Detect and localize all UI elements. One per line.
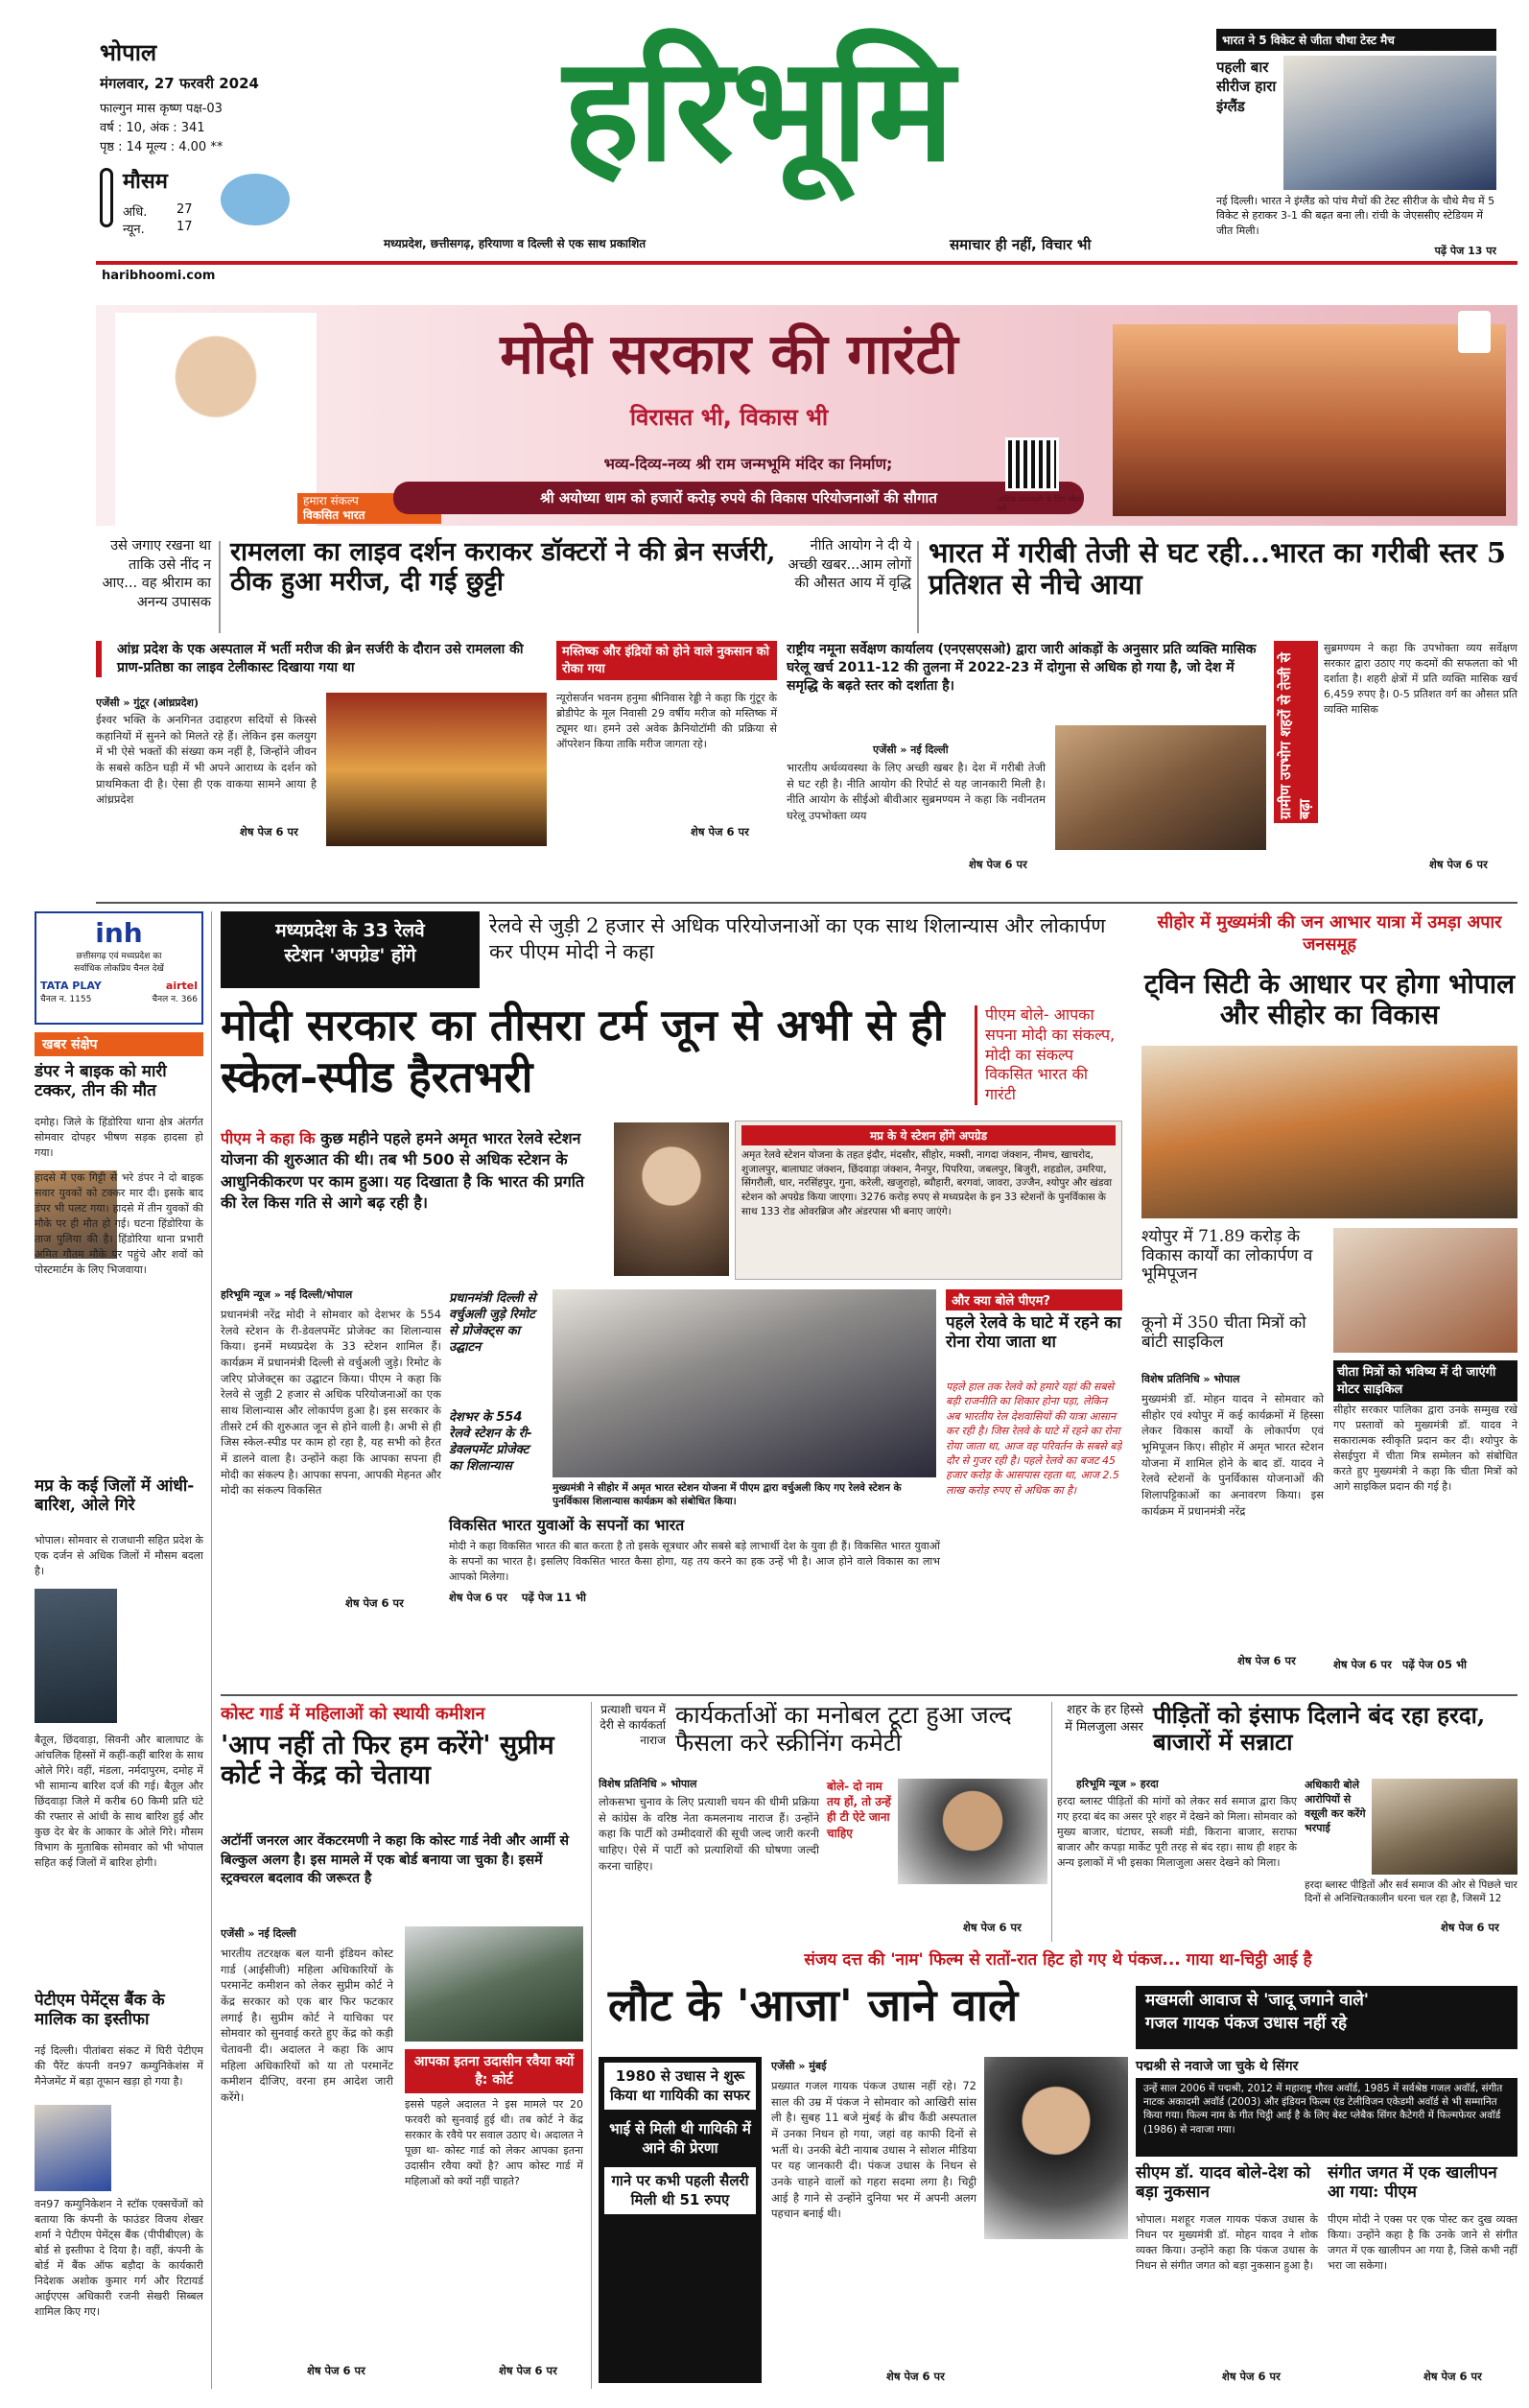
- brief-b2a: भोपाल। सोमवार से राजधानी सहित प्रदेश के एक दर्जन से अधिक जिलों में मौसम बदला है।: [35, 1534, 203, 1577]
- pankaj-dateline: एजेंसी » मुंबई: [771, 2060, 827, 2072]
- pankaj-pm-body: पीएम मोदी ने एक्स पर एक पोस्ट कर दुख व्यक्त किया। उन्होंने कहा है कि उनके जाने से संगीत जगत में एक खालीपन आ गया है, जिसे कभी नहीं भरा जा सकेगा।: [1328, 2213, 1517, 2272]
- ram-story: [96, 537, 779, 892]
- poverty-photo: [1055, 725, 1266, 850]
- operator-tata: TATA PLAY: [40, 980, 102, 992]
- rail-cont: शेष पेज 6 पर: [345, 1596, 404, 1610]
- poverty-side-body: सुब्रमण्यम ने कहा कि उपभोक्ता व्यय सर्वेक्षण सरकार द्वारा उठाए गए कदमों की सफलता को भी दर्शाता है। शहरी क्षेत्रों में प्रति व्यक्ति मासिक खर्च 6,459 रुपए है। 0-5 प्रतिशत वर्ग का औसत प्रति व्यक्ति मासिक: [1324, 642, 1517, 716]
- ram-cont2: शेष पेज 6 पर: [691, 825, 749, 838]
- cricket-side: पहली बार सीरीज हारा इंग्लैंड: [1216, 59, 1277, 115]
- ad-line1: भव्य-दिव्य-नव्य श्री राम जन्मभूमि मंदिर का निर्माण;: [603, 455, 893, 473]
- sehore-dateline: विशेष प्रतिनिधि » भोपाल: [1141, 1373, 1240, 1385]
- rail-story: [221, 911, 1122, 1688]
- ad-title: मोदी सरकार की गारंटी: [500, 321, 958, 387]
- pankaj-sidebar: [599, 2057, 762, 2383]
- ad-badge2: विकसित भारत: [303, 508, 365, 522]
- coast-body: भारतीय तटरक्षक बल यानी इंडियन कोस्ट गार्ड (आईसीजी) महिला अधिकारियों के परमानेंट कमीशन को लेकर सुप्रीम कोर्ट ने केंद्र सरकार को एक बार फिर फटकार लगाई है। सुप्रीम कोर्ट ने याचिका पर सोमवार को सुनवाई करते हुए केंद्र को कड़ी चेतावनी दी। अदालत ने कहा कि आप महिला अधिकारियों को या तो परमानेंट कमीशन दीजिए, वरना हम आदेश जारी करेंगे।: [221, 1947, 393, 2105]
- ad-line2: श्री अयोध्या धाम को हजारों करोड़ रुपये की विकास परियोजनाओं की सौगात: [393, 482, 1084, 514]
- channel-no-2: चैनल न. 366: [152, 995, 198, 1004]
- brief-b3b: वन97 कम्युनिकेशन ने स्टॉक एक्सचेंजों को बताया कि कंपनी के फाउंडर विजय शेखर शर्मा ने पेटीएम पेमेंट्स बैंक (पीपीबीएल) के बोर्ड से इस्तीफा दे दिया है। वहीं, कंपनी के बोर्ड में बैंक ऑफ बड़ौदा के कार्यकारी निदेशक अशोक कुमार गर्ग और रिटायर्ड आईएएस अधिकारी रजनी सेखरी सिब्बल शामिल किए गए।: [35, 2198, 203, 2318]
- channel-ad[interactable]: [35, 911, 203, 1025]
- pankaj-cm-cont: शेष पेज 6 पर: [1222, 2370, 1281, 2383]
- rail-quote: पीएम बोले- आपका सपना मोदी का संकल्प, मोदी का संकल्प विकसित भारत की गारंटी: [975, 1005, 1118, 1105]
- pankaj-award: पद्मश्री से नवाजे जा चुके थे सिंगर: [1136, 2059, 1299, 2074]
- rail-youth: मोदी ने कहा विकसित भारत की बात करता है तो इसके सूत्रधार और सबसे बड़े लाभार्थी देश के युवा ही हैं। विकसित भारत युवाओं के सपनों का भारत है। इसलिए विकसित भारत कैसा होगा, यह तय करने का हक उन्हें भी है। आज होने वाले विकास का लाभ आपको मिलेगा।: [449, 1540, 940, 1583]
- sehore-story: [1141, 911, 1517, 1688]
- rail-youth-box: [449, 1514, 940, 1658]
- harda-box-head: अधिकारी बोले आरोपियों से वसूली कर करेंगे भरपाई: [1305, 1779, 1366, 1834]
- rail-pm-photo: [614, 1122, 729, 1276]
- rail-over: रेलवे से जुड़ी 2 हजार से अधिक परियोजनाओं का एक साथ शिलान्यास और लोकार्पण कर पीएम मोदी ने कहा: [489, 914, 1106, 964]
- channel-no-1: चैनल न. 1155: [40, 995, 92, 1004]
- harda-story: [1057, 1702, 1517, 1942]
- ram-photo: [326, 693, 547, 846]
- poverty-story: [787, 537, 1517, 892]
- brief-h3: पेटीएम पेमेंट्स बैंक के मालिक का इस्तीफा: [35, 1991, 165, 2029]
- harda-body: हरदा ब्लास्ट पीड़ितों की मांगों को लेकर सर्व समाज द्वारा किए गए हरदा बंद का असर पूरे शहर में देखने को मिला। सोमवार को मुख्य बाजार, घंटाघर, सब्जी मंडी, किराना बाजार, सराफा बाजार और कपड़ा मार्केट पूरी तरह से बंद रहा। साथ ही शहर के अन्य इलाकों में भी इसका मिलाजुला असर देखने को मिला।: [1057, 1795, 1297, 1869]
- ram-dateline: एजेंसी » गुंटूर (आंध्रप्रदेश): [96, 696, 200, 709]
- tagline-left: मध्यप्रदेश, छत्तीसगढ़, हरियाणा व दिल्ली से एक साथ प्रकाशित: [384, 237, 647, 250]
- newspaper-logo: हरिभूमि: [563, 27, 953, 194]
- congress-body: लोकसभा चुनाव के लिए प्रत्याशी चयन की धीमी प्रक्रिया से कांग्रेस के वरिष्ठ नेता कमलनाथ नाराज हैं। उन्होंने कहा कि पार्टी को उम्मीदवारों की सूची जल्द जारी करनी चाहिए। ऐसे में पार्टी को प्रत्याशियों की घोषणा जल्दी करना चाहिए।: [599, 1795, 819, 1873]
- coast-cont: शेष पेज 6 पर: [307, 2364, 365, 2377]
- coast-deck: अटॉर्नी जनरल आर वेंकटरमणी ने कहा कि कोस्ट गार्ड नेवी और आर्मी से बिल्कुल अलग है। इस मामले में एक बोर्ड बनाया जा चुका है। इसमें स्ट्रक्चरल बदलाव की जरूरत है: [221, 1833, 569, 1887]
- coast-kicker: कोस्ट गार्ड में महिलाओं को स्थायी कमीशन: [221, 1704, 485, 1724]
- ram-cont: शेष पेज 6 पर: [240, 825, 298, 838]
- ad-portrait: [115, 313, 317, 526]
- rail-side-b: पहले हाल तक रेलवे को हमारे यहां की सबसे बड़ी राजनीति का शिकार होना पड़ा, लेकिन अब भारतीय रेल देशवासियों की यात्रा आसान कर रही है। जिस रेलवे के घाटे में रहने का रोना रोया जाता था, आज वह परिवर्तन के सबसे बड़े दौर से गुजर रही है। पहले रेलवे का बजट 45 हजार करोड़ के आसपास रहता था, आज 2.5 लाख करोड़ रुपए से अधिक का है।: [946, 1381, 1122, 1497]
- min-label: न्यून.: [123, 223, 145, 237]
- congress-photo: [898, 1779, 1047, 1884]
- website[interactable]: haribhoomi.com: [102, 269, 216, 283]
- operator-airtel: airtel: [165, 980, 198, 992]
- brief-h1: डंपर ने बाइक को मारी टक्कर, तीन की मौत: [35, 1062, 167, 1100]
- congress-story: [599, 1702, 1047, 1942]
- pankaj-headline: लौट के 'आजा' जाने वाले: [608, 1979, 1019, 2031]
- coast-box-head: आपका इतना उदासीन रवैया क्यों है: कोर्ट: [405, 2049, 583, 2093]
- cricket-body: नई दिल्ली। भारत ने इंग्लैंड को पांच मैचों की टेस्ट सीरीज के चौथे मैच में 5 विकेट से हराकर 3-1 की बढ़त बना ली। रांची के जेएससीए स्टेडियम में जीत मिली।: [1216, 195, 1495, 237]
- sehore-h2a: श्योपुर में 71.89 करोड़ के विकास कार्यों का लोकार्पण व भूमिपूजन: [1141, 1227, 1313, 1285]
- rail-side-h: पहले रेलवे के घाटे में रहने का रोना रोया जाता था: [946, 1313, 1121, 1352]
- masthead: [0, 0, 1529, 288]
- weather-label: मौसम: [123, 170, 168, 194]
- weather-box: [100, 166, 388, 252]
- sehore-cont: शेष पेज 6 पर: [1237, 1654, 1296, 1667]
- volume: वर्ष : 10, अंक : 341: [100, 121, 205, 135]
- tagline-right: समाचार ही नहीं, विचार भी: [950, 236, 1092, 253]
- rail-box2: स्टेशन 'अपग्रेड' होंगे: [284, 944, 416, 966]
- rail-side-q: और क्या बोले पीएम?: [946, 1289, 1122, 1310]
- channel-logo: inh: [95, 917, 143, 949]
- ram-body: ईश्वर भक्ति के अनगिनत उदाहरण सदियों से किस्से कहानियों में सुनने को मिलते रहे हैं। लेकिन इस कलयुग में भी ऐसे भक्तों की संख्या कम नहीं है, जिन्होंने जीवन के सबसे कठिन घड़ी में भी अपने आराध्य के दर्शन को प्राथमिकता दी है। ऐसा ही एक वाकया सामने आया है आंध्रप्रदेश: [96, 713, 317, 807]
- congress-dateline: विशेष प्रतिनिधि » भोपाल: [599, 1778, 697, 1790]
- rail-youth-cont2: पढ़ें पेज 11 भी: [521, 1590, 587, 1604]
- sehore-photo-1: [1141, 1046, 1517, 1218]
- harda-dateline: हरिभूमि न्यूज » हरदा: [1076, 1778, 1159, 1790]
- coast-dateline: एजेंसी » नई दिल्ली: [221, 1927, 296, 1940]
- emblem-icon: [1458, 311, 1491, 353]
- max-temp: 27: [176, 202, 193, 217]
- pankaj-cm-body: भोपाल। मशहूर गजल गायक पंकज उधास के निधन पर मुख्यमंत्री डॉ. मोहन यादव ने शोक व्यक्त किया। उन्होंने कहा कि पंकज उधास के निधन से संगीत जगत को बड़ा नुकसान हुआ है।: [1136, 2213, 1318, 2272]
- poverty-vertical: ग्रामीण उपभोग शहरों से तेजी से बढ़ा: [1274, 641, 1318, 823]
- qr-code-icon[interactable]: [1005, 437, 1059, 491]
- harda-headline: पीड़ितों को इंसाफ दिलाने बंद रहा हरदा, बाजारों में सन्नाटा: [1153, 1702, 1486, 1756]
- coast-box-cont: शेष पेज 6 पर: [499, 2364, 557, 2377]
- rail-box1: मध्यप्रदेश के 33 रेलवे: [275, 920, 425, 941]
- brief-b3a: नई दिल्ली। पीतांबरा संकट में घिरी पेटीएम की पैरेंट कंपनी वन97 कम्युनिकेशंस में मैनेजमेंट में बड़ा तूफान खड़ा हो गया है।: [35, 2044, 203, 2088]
- cricket-kicker: भारत ने 5 विकेट से जीता चौथा टेस्ट मैच: [1216, 29, 1496, 51]
- ram-kicker: मस्तिष्क और इंद्रियों को होने वाले नुकसान को रोका गया: [556, 641, 777, 680]
- min-temp: 17: [176, 220, 193, 234]
- website-bar: [96, 261, 1517, 284]
- brief-b1b: हादसे में एक गिट्टी से भरे डंपर ने दो बाइक सवार युवकों को टक्कर मार दी। इसके बाद डंपर भी पलट गया। हादसे में तीन युवकों की मौके पर ही मौत हो गई। घटना हिंडोरिया के ताज पुलिया की है। हिंडोरिया थाना प्रभारी अमित गौतम मौके पर पहुंचे और शवों को पोस्टमार्टम के लिए भिजवाया।: [35, 1171, 203, 1276]
- brief-label: खबर संक्षेप: [35, 1032, 203, 1056]
- rail-headline: मोदी सरकार का तीसरा टर्म जून से अभी से ही स्केल-स्पीड हैरतभरी: [221, 1000, 945, 1102]
- rail-stations: अमृत रेलवे स्टेशन योजना के तहत इंदौर, मंदसौर, सीहोर, मक्सी, नागदा जंक्शन, नीमच, खाचरोद, शुजालपुर, बालाघाट जंक्शन, छिंदवाड़ा जंक्शन, नैनपुर, पिपरिया, जबलपुर, बिजुरी, शहडोल, उमरिया, सिंगरौली, धार, नरसिंहपुर, गुना, करेली, खजुराहो, ब्यौहारी, बरगवां, जावरा, उज्जैन, श्योपुर और खंडवा स्टेशन को अपग्रेड किया जाएगा। 3276 करोड़ रुपए से मध्यप्रदेश के इन 33 स्टेशनों के पुनर्विकास के साथ 133 रोड ओवरब्रिज और अंडरपास भी बनाए जाएंगे।: [741, 1149, 1113, 1217]
- coast-headline: 'आप नहीं तो फिर हम करेंगे' सुप्रीम कोर्ट ने केंद्र को चेताया: [221, 1731, 554, 1791]
- max-label: अधि.: [123, 205, 148, 220]
- poverty-side-cont: शेष पेज 6 पर: [1429, 858, 1488, 871]
- rail-bullet-1: प्रधानमंत्री दिल्ली से वर्चुअली जुड़े रिमोट से प्रोजेक्ट्स का उद्घाटन: [449, 1291, 536, 1355]
- sehore-box-cont: शेष पेज 6 पर: [1333, 1658, 1392, 1671]
- poverty-dateline: एजेंसी » नई दिल्ली: [873, 744, 949, 756]
- ad-qr-text: अधिक जानकारी के लिए स्कैन करें: [998, 495, 1082, 513]
- ram-headline: रामलला का लाइव दर्शन कराकर डॉक्टरों ने की ब्रेन सर्जरी, ठीक हुआ मरीज, दी गई छुट्टी: [230, 537, 776, 598]
- pages-price: पृष्ठ : 14 मूल्य : 4.00 **: [100, 140, 223, 154]
- cricket-box: [1216, 29, 1496, 259]
- brief-photo-2: [35, 1589, 117, 1723]
- rail-body: प्रधानमंत्री नरेंद्र मोदी ने सोमवार को देशभर के 554 रेलवे स्टेशन के री-डेवलपमेंट प्रोजेक्ट का शिलान्यास किया। इनमें मध्यप्रदेश के 33 स्टेशन शामिल हैं। कार्यक्रम में प्रधानमंत्री दिल्ली से वर्चुअली जुड़े। रिमोट के जरिए प्रोजेक्ट्स का उद्घाटन किया। पीएम ने कहा कि रेलवे से जुड़ी 2 हजार से अधिक परियोजनाओं का एक साथ शिलान्यास और लोकार्पण हुआ है। इस सरकार के तीसरे टर्म की शुरुआत जून से होने वाली है। अभी से ही जिस स्केल-स्पीड पर काम हो रहा है, यह सभी को हैरत में डालने वाला है। उन्होंने कहा कि आपका सपना ही मोदी का संकल्प है। आपका सपना, आपकी मेहनत और मोदी का संकल्प विकसित: [221, 1308, 441, 1498]
- pankaj-body: प्रख्यात गजल गायक पंकज उधास नहीं रहे। 72 साल की उम्र में पंकज ने सोमवार को आखिरी सांस ली है। सुबह 11 बजे मुंबई के ब्रीच कैंडी अस्पताल में उनका निधन हो गया, जहां वह काफी दिनों से भर्ती थे। उनकी बेटी नायाब उधास ने सोशल मीडिया पर यह जानकारी दी। पंकज उधास के निधन से उनके चाहने वालों को गहरा सदमा लगा है। चिट्ठी आई है गाने से उन्होंने दुनिया भर में अपनी अलग पहचान बनाई थी।: [771, 2079, 976, 2221]
- rail-pm-said: पीएम ने कहा कि: [221, 1129, 316, 1147]
- pankaj-kicker: संजय दत्त की 'नाम' फिल्म से रातों-रात हिट हो गए थे पंकज... गाया था-चिट्ठी आई है: [804, 1950, 1312, 1970]
- sehore-photo-2: [1333, 1228, 1517, 1353]
- congress-side: प्रत्याशी चयन में देरी से कार्यकर्ता नाराज: [600, 1703, 666, 1748]
- sehore-body: मुख्यमंत्री डॉ. मोहन यादव ने सोमवार को सीहोर एवं श्योपुर में कई कार्यक्रमों में हिस्सा लेकर विकास कार्यों के लोकार्पण एवं भूमिपूजन किए। सीहोर में अमृत भारत स्टेशन योजना में शामिल होने के बाद डॉ. यादव ने रेलवे स्टेशनों के पुनर्विकास योजनाओं की शिलापट्टिकाओं का अनावरण किया। इस कार्यक्रम में प्रधानमंत्री नरेंद्र: [1141, 1392, 1324, 1518]
- congress-cont: शेष पेज 6 पर: [963, 1921, 1022, 1934]
- brief-h2: मप्र के कई जिलों में आंधी-बारिश, ओले गिरे: [35, 1476, 195, 1515]
- ad-badge1: हमारा संकल्प: [303, 494, 359, 508]
- ram-side: उसे जगाए रखना था ताकि उसे नींद न आए... वह श्रीराम का अनन्य उपासक: [102, 538, 211, 610]
- ram-deck: आंध्र प्रदेश के एक अस्पताल में भर्ती मरीज की ब्रेन सर्जरी के दौरान उसे रामलला की प्राण-प्रतिष्ठा का लाइव टेलीकास्ट दिखाया गया था: [96, 641, 537, 677]
- poverty-deck: राष्ट्रीय नमूना सर्वेक्षण कार्यालय (एनएसएसओ) द्वारा जारी आंकड़ों के अनुसार प्रति व्यक्ति मासिक घरेलू खर्च 2011-12 की तुलना में 2022-23 में दोगुना से अधिक हो गया है, जो देश में समृद्धि के बढ़ते स्तर को दर्शाता है।: [787, 642, 1257, 694]
- congress-headline: कार्यकर्ताओं का मनोबल टूटा हुआ जल्द फैसला करे स्क्रीनिंग कमेटी: [675, 1702, 1012, 1757]
- ad-banner[interactable]: [96, 305, 1517, 526]
- pankaj-cm-head: सीएम डॉ. यादव बोले-देश को बड़ा नुकसान: [1136, 2163, 1311, 2202]
- congress-quote: बोले- दो नाम तय हों, तो उन्हें ही टी ऐटे जाना चाहिए: [827, 1780, 891, 1840]
- rail-stations-box: [735, 1121, 1122, 1280]
- pankaj-pm-head: संगीत जगत में एक खालीपन आ गया: पीएम: [1328, 2163, 1497, 2202]
- coast-photo: [405, 1926, 583, 2042]
- poverty-headline: भारत में गरीबी तेजी से घट रही...भारत का गरीबी स्तर 5 प्रतिशत से नीचे आया: [929, 537, 1507, 602]
- rail-deck: कुछ महीने पहले हमने अमृत भारत रेलवे स्टेशन योजना की शुरुआत की थी। तब भी 500 से अधिक स्टेशन के आधुनिकीकरण पर काम हुआ। यह दिखाता है कि भारत की प्रगति की रेल किस गति से आगे बढ़ रही है।: [221, 1129, 584, 1213]
- rail-youth-cont: शेष पेज 6 पर: [449, 1590, 507, 1604]
- pankaj-deck: [1136, 1986, 1517, 2049]
- pankaj-s2: भाई से मिली थी गायिकी में आने की प्रेरणा: [609, 2119, 751, 2157]
- sehore-box-head: चीता मित्रों को भविष्य में दी जाएंगी मोटर साइकिल: [1333, 1360, 1517, 1402]
- coast-story: [221, 1702, 583, 2389]
- ram-body2: न्यूरोसर्जन भवनम हनुमा श्रीनिवास रेड्डी ने कहा कि गुंटूर के ब्रोडीपेट के मूल निवासी 29 वर्षीय मरीज को मस्तिष्क में ट्यूमर था। हमने उसे अवेक क्रैनियोटॉमी की प्रक्रिया से ऑपरेशन किया ताकि मरीज जागता रहे।: [556, 692, 777, 750]
- harda-photo: [1372, 1779, 1517, 1875]
- ad-subtitle: विरासत भी, विकास भी: [629, 404, 829, 431]
- brief-photo-3: [35, 2105, 111, 2191]
- poverty-body: भारतीय अर्थव्यवस्था के लिए अच्छी खबर है। देश में गरीबी तेजी से घट रही है। नीति आयोग की रिपोर्ट से यह जानकारी मिली है। नीति आयोग के सीईओ बीवीआर सुब्रमण्यम ने कहा कि नवीनतम घरेलू उपभोक्ता व्यय: [787, 761, 1046, 823]
- issue-date: मंगलवार, 27 फरवरी 2024: [100, 75, 259, 92]
- sehore-h2b: कूनो में 350 चीता मित्रों को बांटी साइकिल: [1141, 1313, 1306, 1352]
- pankaj-deck2: गजल गायक पंकज उधास नहीं रहे: [1145, 2013, 1348, 2033]
- sehore-headline: ट्विन सिटी के आधार पर होगा भोपाल और सीहोर का विकास: [1143, 968, 1516, 1031]
- ad-temple-photo: [1113, 324, 1506, 516]
- rail-stations-head: मप्र के ये स्टेशन होंगे अपग्रेड: [741, 1125, 1116, 1145]
- pankaj-story: [599, 1948, 1517, 2389]
- rail-box: [221, 911, 480, 988]
- channel-line2: सर्वाधिक लोकप्रिय चैनल देखें: [74, 964, 164, 974]
- harda-cont: शेष पेज 6 पर: [1441, 1921, 1499, 1934]
- pankaj-deck1: मखमली आवाज से 'जादू जगाने वाले': [1145, 1991, 1369, 2010]
- poverty-side: नीति आयोग ने दी ये अच्छी खबर...आम लोगों की औसत आय में वृद्धि: [788, 538, 911, 592]
- cloud-icon: [221, 174, 290, 225]
- rail-dateline: हरिभूमि न्यूज » नई दिल्ली/भोपाल: [221, 1288, 353, 1301]
- edition-city: भोपाल: [100, 39, 157, 66]
- pankaj-pm-cont: शेष पेज 6 पर: [1423, 2370, 1482, 2383]
- pankaj-s1: 1980 से उधास ने शुरू किया था गायिकी का सफर: [604, 2063, 756, 2110]
- pankaj-s3: गाने पर कभी पहली सैलरी मिली थी 51 रुपए: [604, 2167, 756, 2214]
- cricket-cont: पढ़ें पेज 13 पर: [1434, 245, 1496, 257]
- rail-event-photo: [553, 1289, 936, 1477]
- sehore-box-cont2: पढ़ें पेज 05 भी: [1401, 1658, 1468, 1671]
- poverty-cont: शेष पेज 6 पर: [969, 858, 1027, 871]
- pankaj-cont: शेष पेज 6 पर: [886, 2370, 945, 2383]
- brief-b1a: दमोह। जिले के हिंडोरिया थाना क्षेत्र अंतर्गत सोमवार दोपहर भीषण सड़क हादसा हो गया।: [35, 1116, 203, 1159]
- hindi-date: फाल्गुन मास कृष्ण पक्ष-03: [100, 102, 223, 116]
- coast-box-body: इससे पहले अदालत ने इस मामले पर 20 फरवरी को सुनवाई हुई थी। तब कोर्ट ने केंद्र सरकार के रवैये पर सवाल उठाए थे। अदालत ने पूछा था- कोस्ट गार्ड को लेकर आपका इतना उदासीन रवैया क्यों है? आप कोस्ट गार्ड में महिलाओं को क्यों नहीं चाहते?: [405, 2098, 583, 2187]
- brief-b2b: बैतूल, छिंदवाड़ा, सिवनी और बालाघाट के आंचलिक हिस्सों में कहीं-कहीं बारिश के साथ ओले गिरे। वहीं, मंडला, नर्मदापुरम, दमोह में भी सामान्य बारिश दर्ज की गई। बैतूल और छिंदवाड़ा जिले में करीब 60 किमी प्रति घंटे की रफ्तार से आंधी के साथ बारिश हुई और कुछ देर बेर के आकार के ओले गिरे। मौसम विभाग के मुताबिक सोमवार को भी भोपाल सहित कई जिलों में बारिश होगी।: [35, 1734, 203, 1869]
- sehore-box-body: सीहोर सरकार पालिका द्वारा उनके सम्मुख रखे गए प्रस्तावों को मुख्यमंत्री डॉ. यादव ने सकारात्मक स्वीकृति प्रदान कर दी। श्योपुर के सेसईपुरा में चीता मित्र सम्मेलन को संबोधित करते हुए मुख्यमंत्री ने कहा कि चीता मित्रों को आगे साइकिल प्रदान की गई है।: [1333, 1404, 1517, 1493]
- harda-side: शहर के हर हिस्से में मिलजुला असर: [1065, 1703, 1143, 1735]
- rail-youth-head: विकसित भारत युवाओं के सपनों का भारत: [449, 1516, 685, 1534]
- harda-caption: हरदा ब्लास्ट पीड़ितों और सर्व समाज की ओर से पिछले चार दिनों से अनिश्चितकालीन धरना चल रहा है, जिसमें 12: [1305, 1879, 1517, 1905]
- pankaj-photo: [984, 2057, 1128, 2239]
- channel-line1: छत्तीसगढ़ एवं मध्यप्रदेश का: [76, 952, 162, 961]
- sehore-kicker: सीहोर में मुख्यमंत्री की जन आभार यात्रा में उमड़ा अपार जनसमूह: [1157, 912, 1502, 956]
- cricket-photo: [1283, 56, 1496, 190]
- thermometer-icon: [100, 168, 113, 227]
- rail-bullet-2: देशभर के 554 रेलवे स्टेशन के री-डेवलपमेंट प्रोजेक्ट का शिलान्यास: [449, 1410, 532, 1474]
- left-column: [35, 911, 203, 2389]
- pankaj-award-body: उन्हें साल 2006 में पद्मश्री, 2012 में महाराष्ट्र गौरव अवॉर्ड, 1985 में सर्वश्रेष्ठ गजल अवॉर्ड, संगीत नाटक अकादमी अवॉर्ड (2003) और इंडियन फिल्म एंड टेलीविजन एकेडमी अवॉर्ड से भी सम्मानित किया गया। फिल्म नाम के गीत चिट्ठी आई है के लिए बेस्ट प्लेबैक सिंगर कैटेगरी में फिल्मफेयर अवॉर्ड (1986) से नवाजा गया।: [1136, 2078, 1517, 2157]
- rail-caption: मुख्यमंत्री ने सीहोर में अमृत भारत स्टेशन योजना में पीएम द्वारा वर्चुअली किए गए रेलवे स्टेशन के पुनर्विकास शिलान्यास कार्यक्रम को संबोधित किया।: [553, 1482, 902, 1508]
